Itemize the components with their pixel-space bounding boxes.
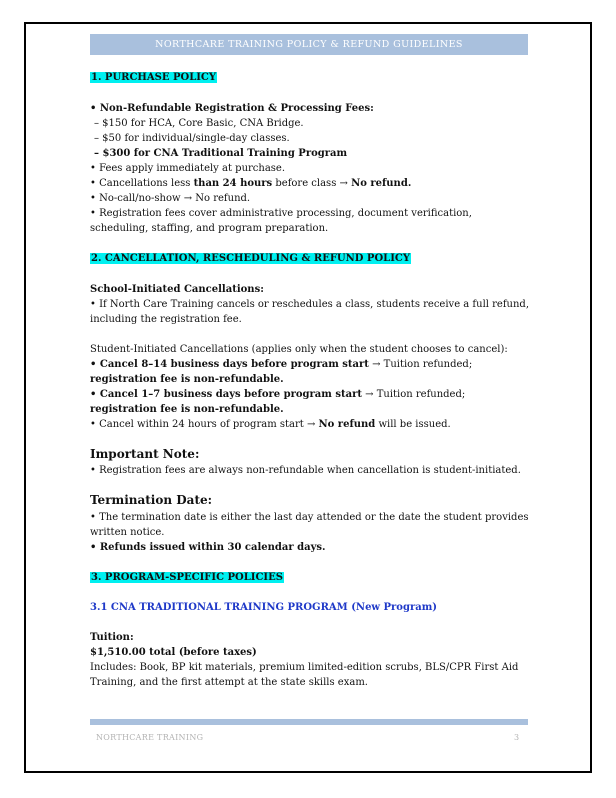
b2-pre: • Cancellations less — [90, 178, 194, 189]
fee-item-3: – $300 for CNA Traditional Training Program — [94, 148, 348, 159]
tuition-includes: Includes: Book, BP kit materials, premium limited-edition scrubs, BLS/CPR First Aid Training, and the first attempt at the state skills exam. — [90, 662, 519, 688]
important-note-bullet: • Registration fees are always non-refundable when cancellation is student-initiated. — [90, 465, 521, 476]
b2-bold2: No refund. — [351, 178, 412, 189]
termination-bullet-2: • Refunds issued within 30 calendar days. — [90, 542, 326, 553]
b2-mid: before class → — [272, 178, 352, 189]
footer-company: NORTHCARE TRAINING — [96, 733, 204, 742]
section-2-heading — [90, 251, 411, 266]
cna-program-subheading: 3.1 CNA TRADITIONAL TRAINING PROGRAM (New Program) — [90, 602, 438, 613]
fees-title: • Non-Refundable Registration & Processing Fees: — [90, 103, 374, 114]
school-initiated-bullet: • If North Care Training cancels or reschedules a class, students receive a full refund, including the registration fee. — [90, 299, 530, 325]
c2-bold2: registration fee is non-refundable. — [90, 404, 284, 415]
purchase-bullet-2 — [90, 176, 411, 191]
c1-mid: → Tuition refunded; — [368, 359, 473, 370]
purchase-bullet-1: • Fees apply immediately at purchase. — [90, 163, 286, 174]
fee-item-2: – $50 for individual/single-day classes. — [94, 133, 290, 144]
section-2-heading-text: 2. CANCELLATION, RESCHEDULING & REFUND POLICY — [91, 253, 410, 264]
page-number: 3 — [514, 733, 520, 742]
school-initiated-title: School-Initiated Cancellations: — [90, 284, 264, 295]
section-1-heading-text: 1. PURCHASE POLICY — [91, 72, 216, 83]
student-cancel-1 — [90, 357, 530, 387]
c2-mid: → Tuition refunded; — [361, 389, 466, 400]
purchase-bullet-4: • Registration fees cover administrative processing, document verification, scheduling, staffing, and program preparation. — [90, 208, 472, 234]
tuition-title: Tuition: — [90, 632, 134, 643]
c2-bold: • Cancel 1–7 business days before program start — [90, 389, 362, 400]
footer-divider — [90, 719, 528, 725]
tuition-amount: $1,510.00 total (before taxes) — [90, 647, 257, 658]
document-header: NORTHCARE TRAINING POLICY & REFUND GUIDELINES — [90, 34, 528, 55]
section-3-heading-text: 3. PROGRAM-SPECIFIC POLICIES — [91, 572, 283, 583]
purchase-bullet-3: • No-call/no-show → No refund. — [90, 193, 251, 204]
termination-date-title: Termination Date: — [90, 493, 213, 507]
student-cancel-3 — [90, 417, 451, 432]
b2-bold: than 24 hours — [193, 178, 273, 189]
termination-bullet-1: • The termination date is either the last day attended or the date the student provides written notice. — [90, 512, 529, 538]
important-note-title: Important Note: — [90, 447, 200, 461]
section-1-heading — [90, 70, 217, 85]
c1-bold: • Cancel 8–14 business days before program start — [90, 359, 369, 370]
c1-bold2: registration fee is non-refundable. — [90, 374, 284, 385]
fee-item-1: – $150 for HCA, Core Basic, CNA Bridge. — [94, 118, 304, 129]
c3-bold: No refund — [318, 419, 376, 430]
c3-post: will be issued. — [375, 419, 451, 430]
section-3-heading — [90, 570, 284, 585]
student-cancel-2 — [90, 387, 530, 417]
student-initiated-title: Student-Initiated Cancellations (applies only when the student chooses to cancel): — [90, 344, 508, 355]
c3-pre: • Cancel within 24 hours of program start → — [90, 419, 319, 430]
